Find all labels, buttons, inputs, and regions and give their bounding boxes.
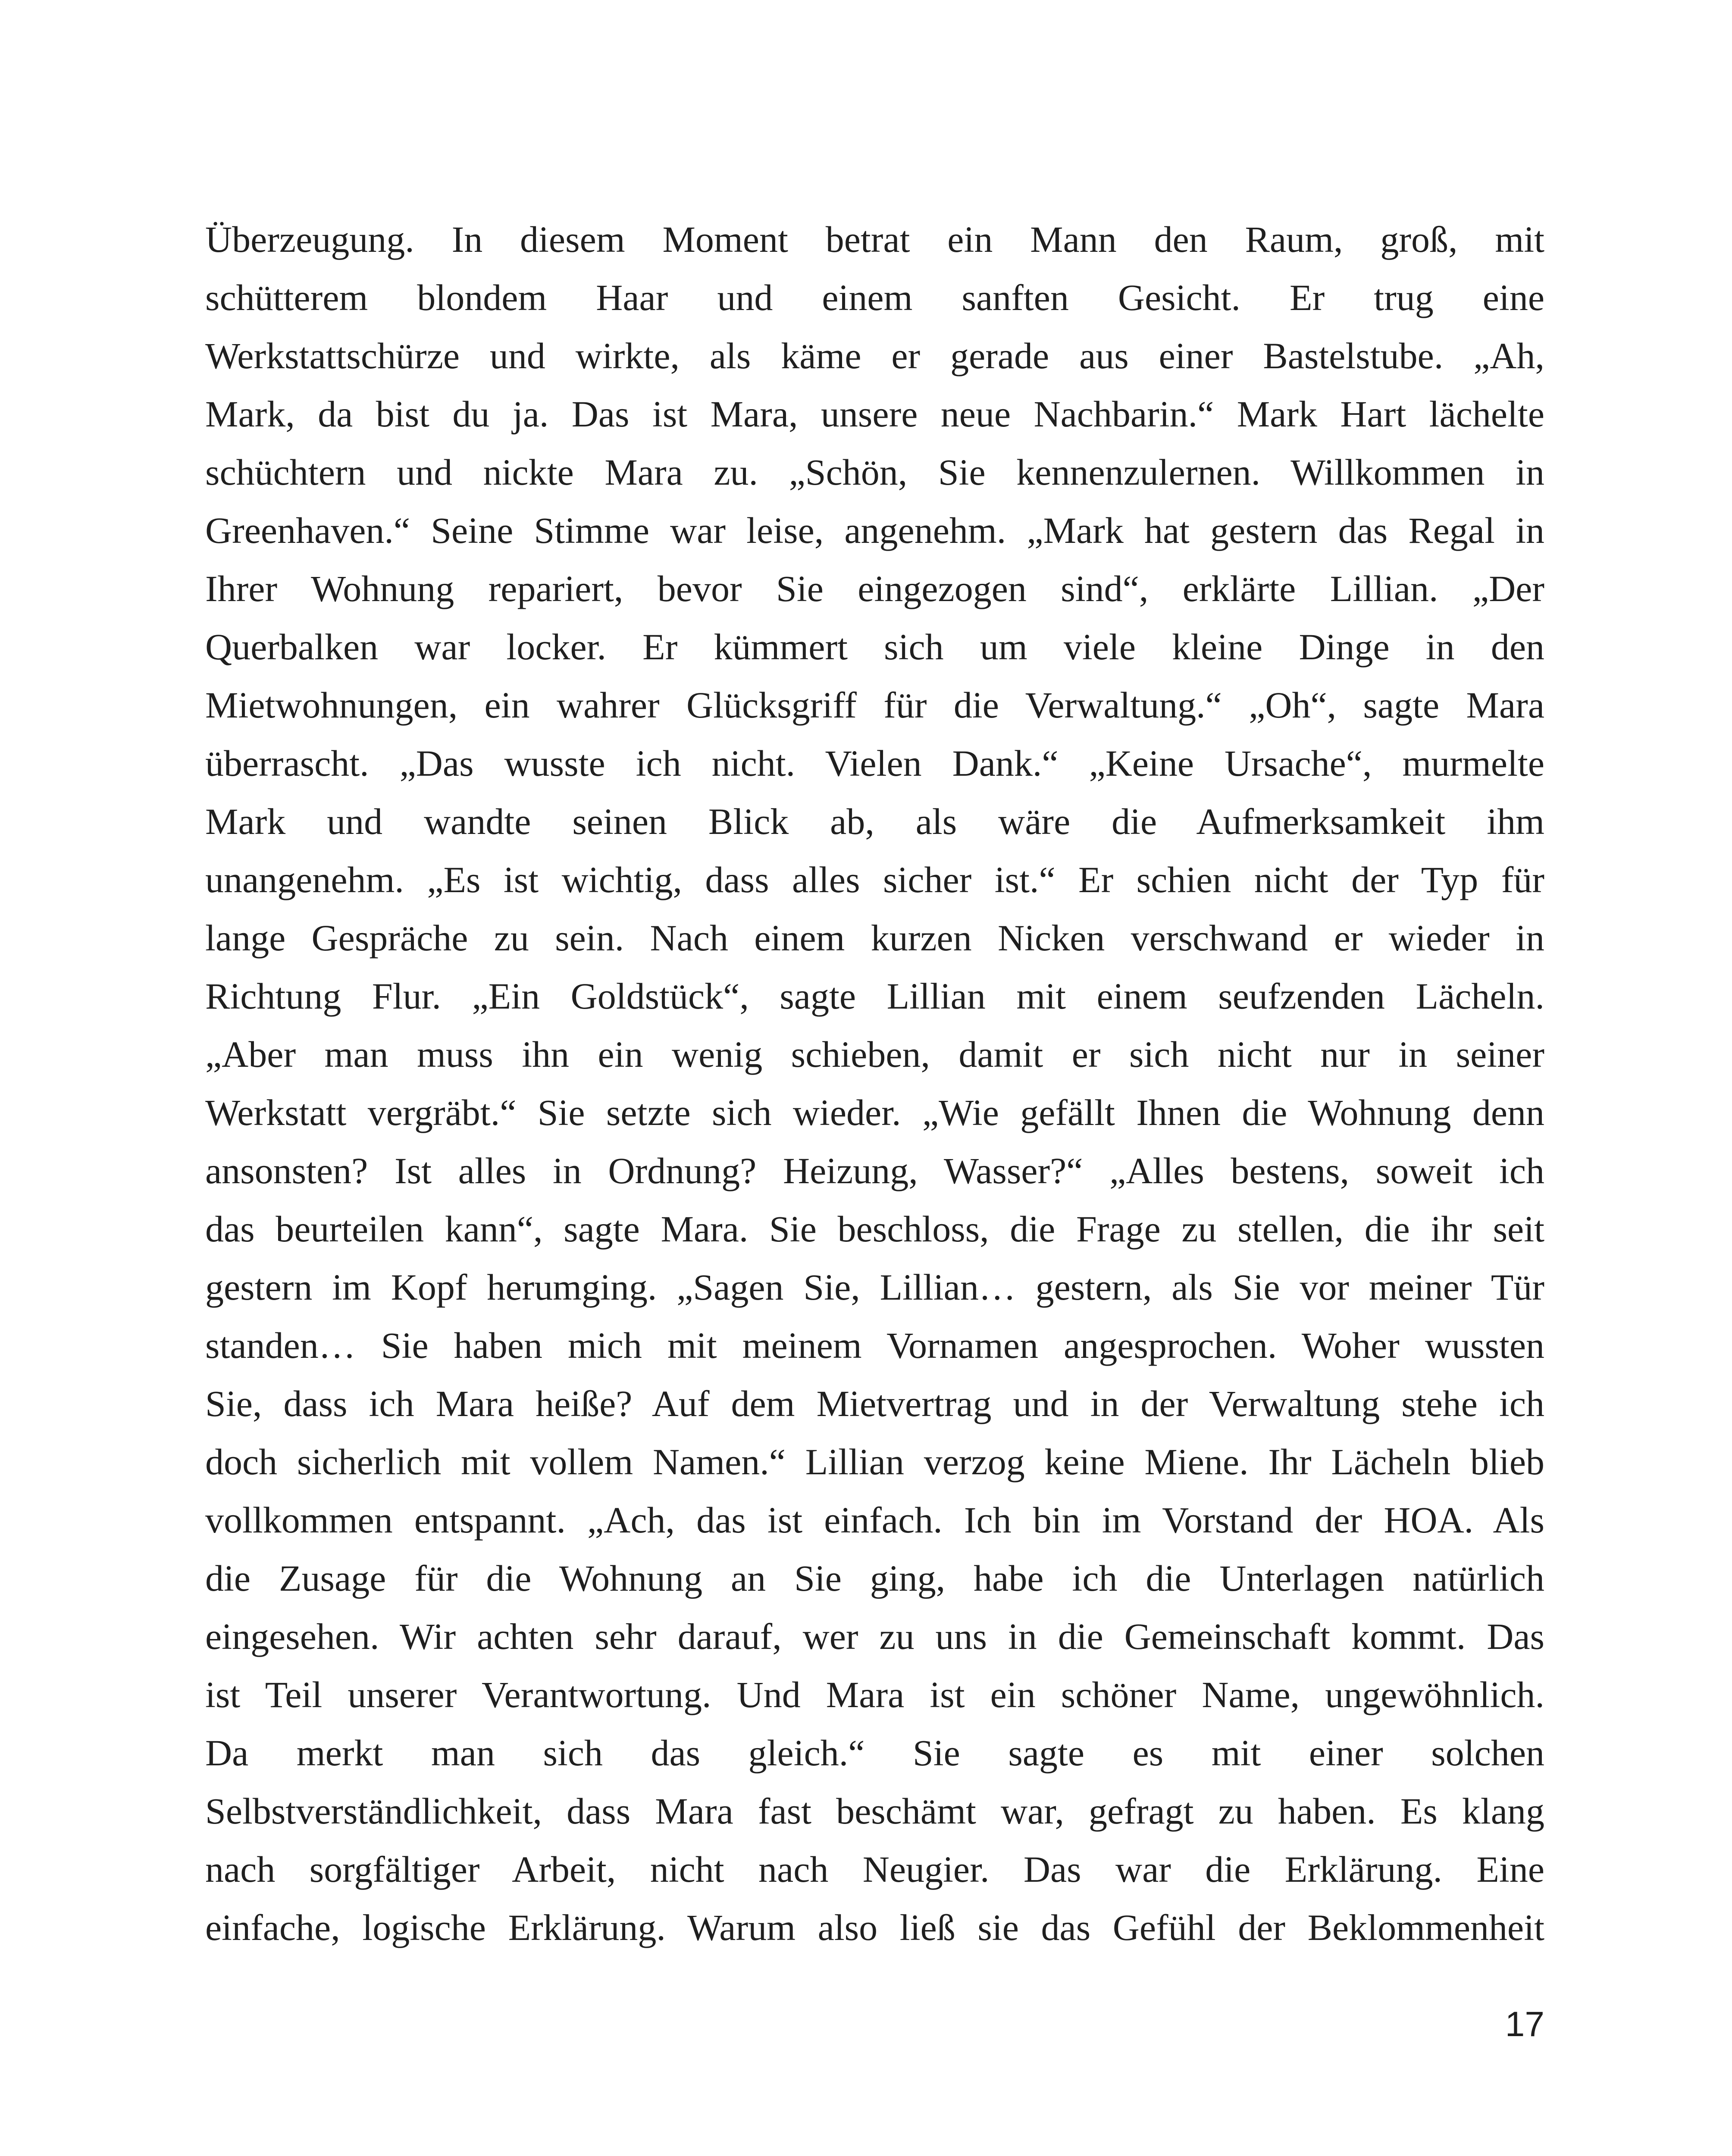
text-line: ansonsten? Ist alles in Ordnung? Heizung, Wasser?“ „Alles bestens, soweit ich (205, 1150, 1544, 1191)
text-line: eingesehen. Wir achten sehr darauf, wer zu uns in die Gemeinschaft kommt. Das (205, 1616, 1544, 1657)
text-line: Ihrer Wohnung repariert, bevor Sie eingezogen sind“, erklärte Lillian. „Der (205, 568, 1544, 609)
text-line: gestern im Kopf herumging. „Sagen Sie, Lillian… gestern, als Sie vor meiner Tür (205, 1266, 1544, 1308)
text-line: Greenhaven.“ Seine Stimme war leise, angenehm. „Mark hat gestern das Regal in (205, 510, 1544, 551)
text-line: doch sicherlich mit vollem Namen.“ Lillian verzog keine Miene. Ihr Lächeln blieb (205, 1441, 1544, 1482)
text-line: schüchtern und nickte Mara zu. „Schön, Sie kennenzulernen. Willkommen in (205, 451, 1544, 493)
text-line: Werkstatt vergräbt.“ Sie setzte sich wieder. „Wie gefällt Ihnen die Wohnung denn (205, 1092, 1544, 1133)
text-line: nach sorgfältiger Arbeit, nicht nach Neugier. Das war die Erklärung. Eine (205, 1849, 1544, 1890)
text-line: einfache, logische Erklärung. Warum also ließ sie das Gefühl der Beklommenheit (205, 1907, 1544, 1948)
text-line: Selbstverständlichkeit, dass Mara fast beschämt war, gefragt zu haben. Es klang (205, 1790, 1544, 1832)
text-line: Mark und wandte seinen Blick ab, als wäre die Aufmerksamkeit ihm (205, 801, 1544, 842)
text-line: ist Teil unserer Verantwortung. Und Mara ist ein schöner Name, ungewöhnlich. (205, 1674, 1544, 1715)
page-number: 17 (1505, 2005, 1544, 2044)
text-line: lange Gespräche zu sein. Nach einem kurzen Nicken verschwand er wieder in (205, 917, 1544, 959)
text-line: schütterem blondem Haar und einem sanften Gesicht. Er trug eine (205, 277, 1544, 318)
text-line: überrascht. „Das wusste ich nicht. Vielen Dank.“ „Keine Ursache“, murmelte (205, 743, 1544, 784)
text-line: standen… Sie haben mich mit meinem Vornamen angesprochen. Woher wussten (205, 1325, 1544, 1366)
text-line: Mark, da bist du ja. Das ist Mara, unsere neue Nachbarin.“ Mark Hart lächelte (205, 393, 1544, 435)
text-line: Mietwohnungen, ein wahrer Glücksgriff für die Verwaltung.“ „Oh“, sagte Mara (205, 684, 1544, 726)
text-line: Überzeugung. In diesem Moment betrat ein Mann den Raum, groß, mit (205, 219, 1544, 260)
text-line: Da merkt man sich das gleich.“ Sie sagte es mit einer solchen (205, 1732, 1544, 1774)
body-text (205, 210, 1544, 1957)
text-line: Sie, dass ich Mara heiße? Auf dem Mietvertrag und in der Verwaltung stehe ich (205, 1383, 1544, 1424)
text-line: das beurteilen kann“, sagte Mara. Sie beschloss, die Frage zu stellen, die ihr seit (205, 1208, 1544, 1250)
text-line: Richtung Flur. „Ein Goldstück“, sagte Lillian mit einem seufzenden Lächeln. (205, 975, 1544, 1017)
text-line: Werkstattschürze und wirkte, als käme er gerade aus einer Bastelstube. „Ah, (205, 335, 1544, 376)
text-line: „Aber man muss ihn ein wenig schieben, damit er sich nicht nur in seiner (205, 1034, 1544, 1075)
text-line: Querbalken war locker. Er kümmert sich um viele kleine Dinge in den (205, 626, 1544, 667)
text-line: unangenehm. „Es ist wichtig, dass alles sicher ist.“ Er schien nicht der Typ für (205, 859, 1544, 900)
text-line: die Zusage für die Wohnung an Sie ging, habe ich die Unterlagen natürlich (205, 1557, 1544, 1599)
text-line: vollkommen entspannt. „Ach, das ist einfach. Ich bin im Vorstand der HOA. Als (205, 1499, 1544, 1541)
